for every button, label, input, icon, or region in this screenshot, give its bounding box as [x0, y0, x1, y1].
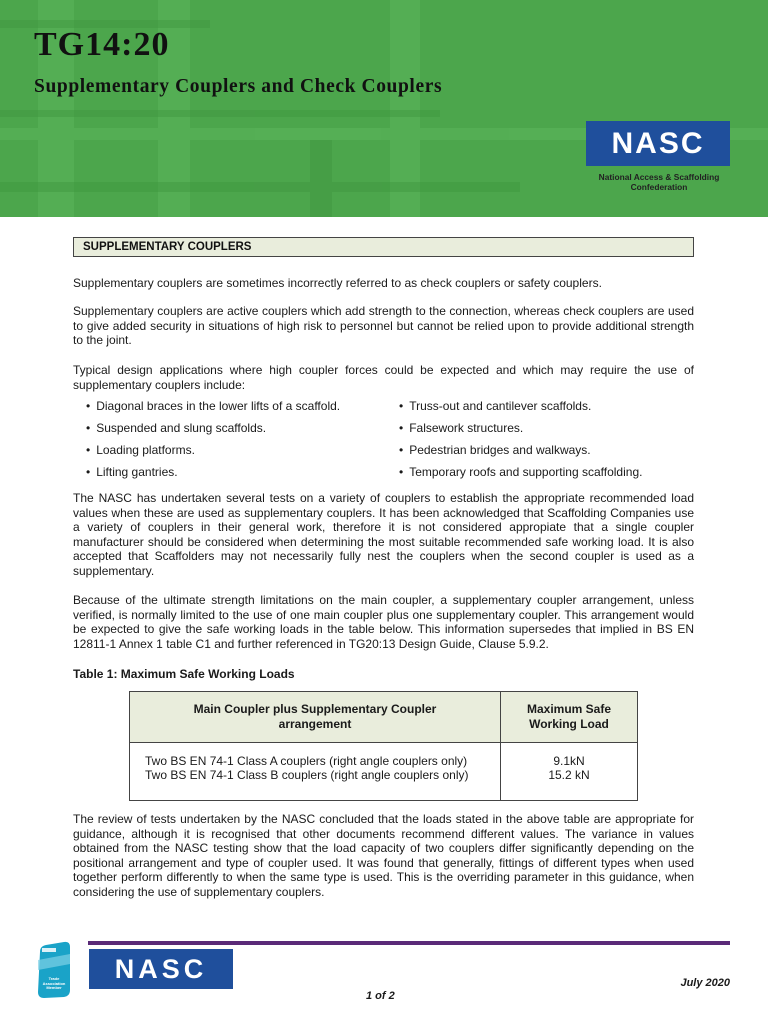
table-cell-load: 9.1kN [553, 754, 585, 768]
document-title: Supplementary Couplers and Check Couplers [34, 76, 443, 97]
safe-working-loads-table [129, 691, 638, 801]
badge-label: Trade Association Member [42, 976, 66, 990]
list-item: • Falsework structures. [399, 421, 524, 435]
document-code: TG14:20 [34, 26, 170, 63]
section-title: SUPPLEMENTARY COUPLERS [83, 241, 252, 253]
footer-divider [88, 941, 730, 945]
table-caption: Table 1: Maximum Safe Working Loads [73, 667, 295, 681]
list-item: • Lifting gantries. [86, 465, 178, 479]
nasc-logo-line2: Confederation [630, 182, 688, 192]
page-number: 1 of 2 [366, 990, 395, 1002]
paragraph-2: Supplementary couplers are active couplers which add strength to the connection, whereas check couplers are used to give added security in situations of high risk to personnel but cannot be relied upon to provide additional strength to the joint. [73, 304, 694, 347]
list-item: • Pedestrian bridges and walkways. [399, 443, 591, 457]
list-item: • Diagonal braces in the lower lifts of a scaffold. [86, 399, 341, 413]
publication-date: July 2020 [680, 977, 730, 989]
list-item: • Temporary roofs and supporting scaffolding. [399, 465, 643, 479]
paragraph-5: Because of the ultimate strength limitations on the main coupler, a supplementary coupler arrangement, unless verified, is normally limited to the use of one main coupler plus one supplementary coupler. This arrangement would be expected to give the safe working loads in the table below. This information supersedes that implied in BS EN 12811-1 Annex 1 table C1 and further referenced in TG20:13 Design Guide, Clause 5.9.2. [73, 593, 694, 651]
paragraph-3: Typical design applications where high coupler forces could be expected and which may require the use of supplementary couplers include: [73, 363, 694, 392]
table-header-arrangement: Main Coupler plus Supplementary Coupler arrangement [193, 702, 437, 731]
table-divider [500, 692, 501, 800]
footer-nasc-logo: NASC [89, 949, 233, 989]
table-cell-arrangement: Two BS EN 74-1 Class B couplers (right angle couplers only) [145, 768, 469, 782]
section-heading-box [73, 237, 694, 257]
paragraph-6: The review of tests undertaken by the NASC concluded that the loads stated in the above table are appropriate for guidance, although it is recognised that other documents recommend different values. The variance in values obtained from the NASC testing show that the load capacity of two couplers differ significantly depending on the positional arrangement and type of coupler used. It was found that generally, fittings of different types when used together perform differently to when the same type is used. This is the overriding parameter in this guidance, when considering the use of supplementary couplers. [73, 812, 694, 899]
table-cell-arrangement: Two BS EN 74-1 Class A couplers (right angle couplers only) [145, 754, 468, 768]
nasc-logo: NASC [586, 121, 730, 166]
paragraph-1: Supplementary couplers are sometimes incorrectly referred to as check couplers or safety couplers. [73, 276, 602, 290]
list-item: • Truss-out and cantilever scaffolds. [399, 399, 592, 413]
paragraph-4: The NASC has undertaken several tests on a variety of couplers to establish the appropriate recommended load values when these are used as supplementary couplers. It has been acknowledged that Scaffolding Companies use a variety of couplers in their general work, therefore it is not considered appropiate that a single coupler manufacturer should be considered when determining the most suitable recommended safe working load. It is also accepted that Scaffolders may not necessarily fully nest the couplers when the second coupler is used as a supplementary. [73, 491, 694, 578]
list-item: • Suspended and slung scaffolds. [86, 421, 267, 435]
nasc-logo-line1: National Access & Scaffolding [598, 172, 720, 182]
header-banner [0, 0, 768, 217]
list-item: • Loading platforms. [86, 443, 195, 457]
table-cell-load: 15.2 kN [548, 768, 590, 782]
table-header-row [130, 692, 637, 743]
table-header-load: Maximum Safe Working Load [526, 702, 612, 731]
